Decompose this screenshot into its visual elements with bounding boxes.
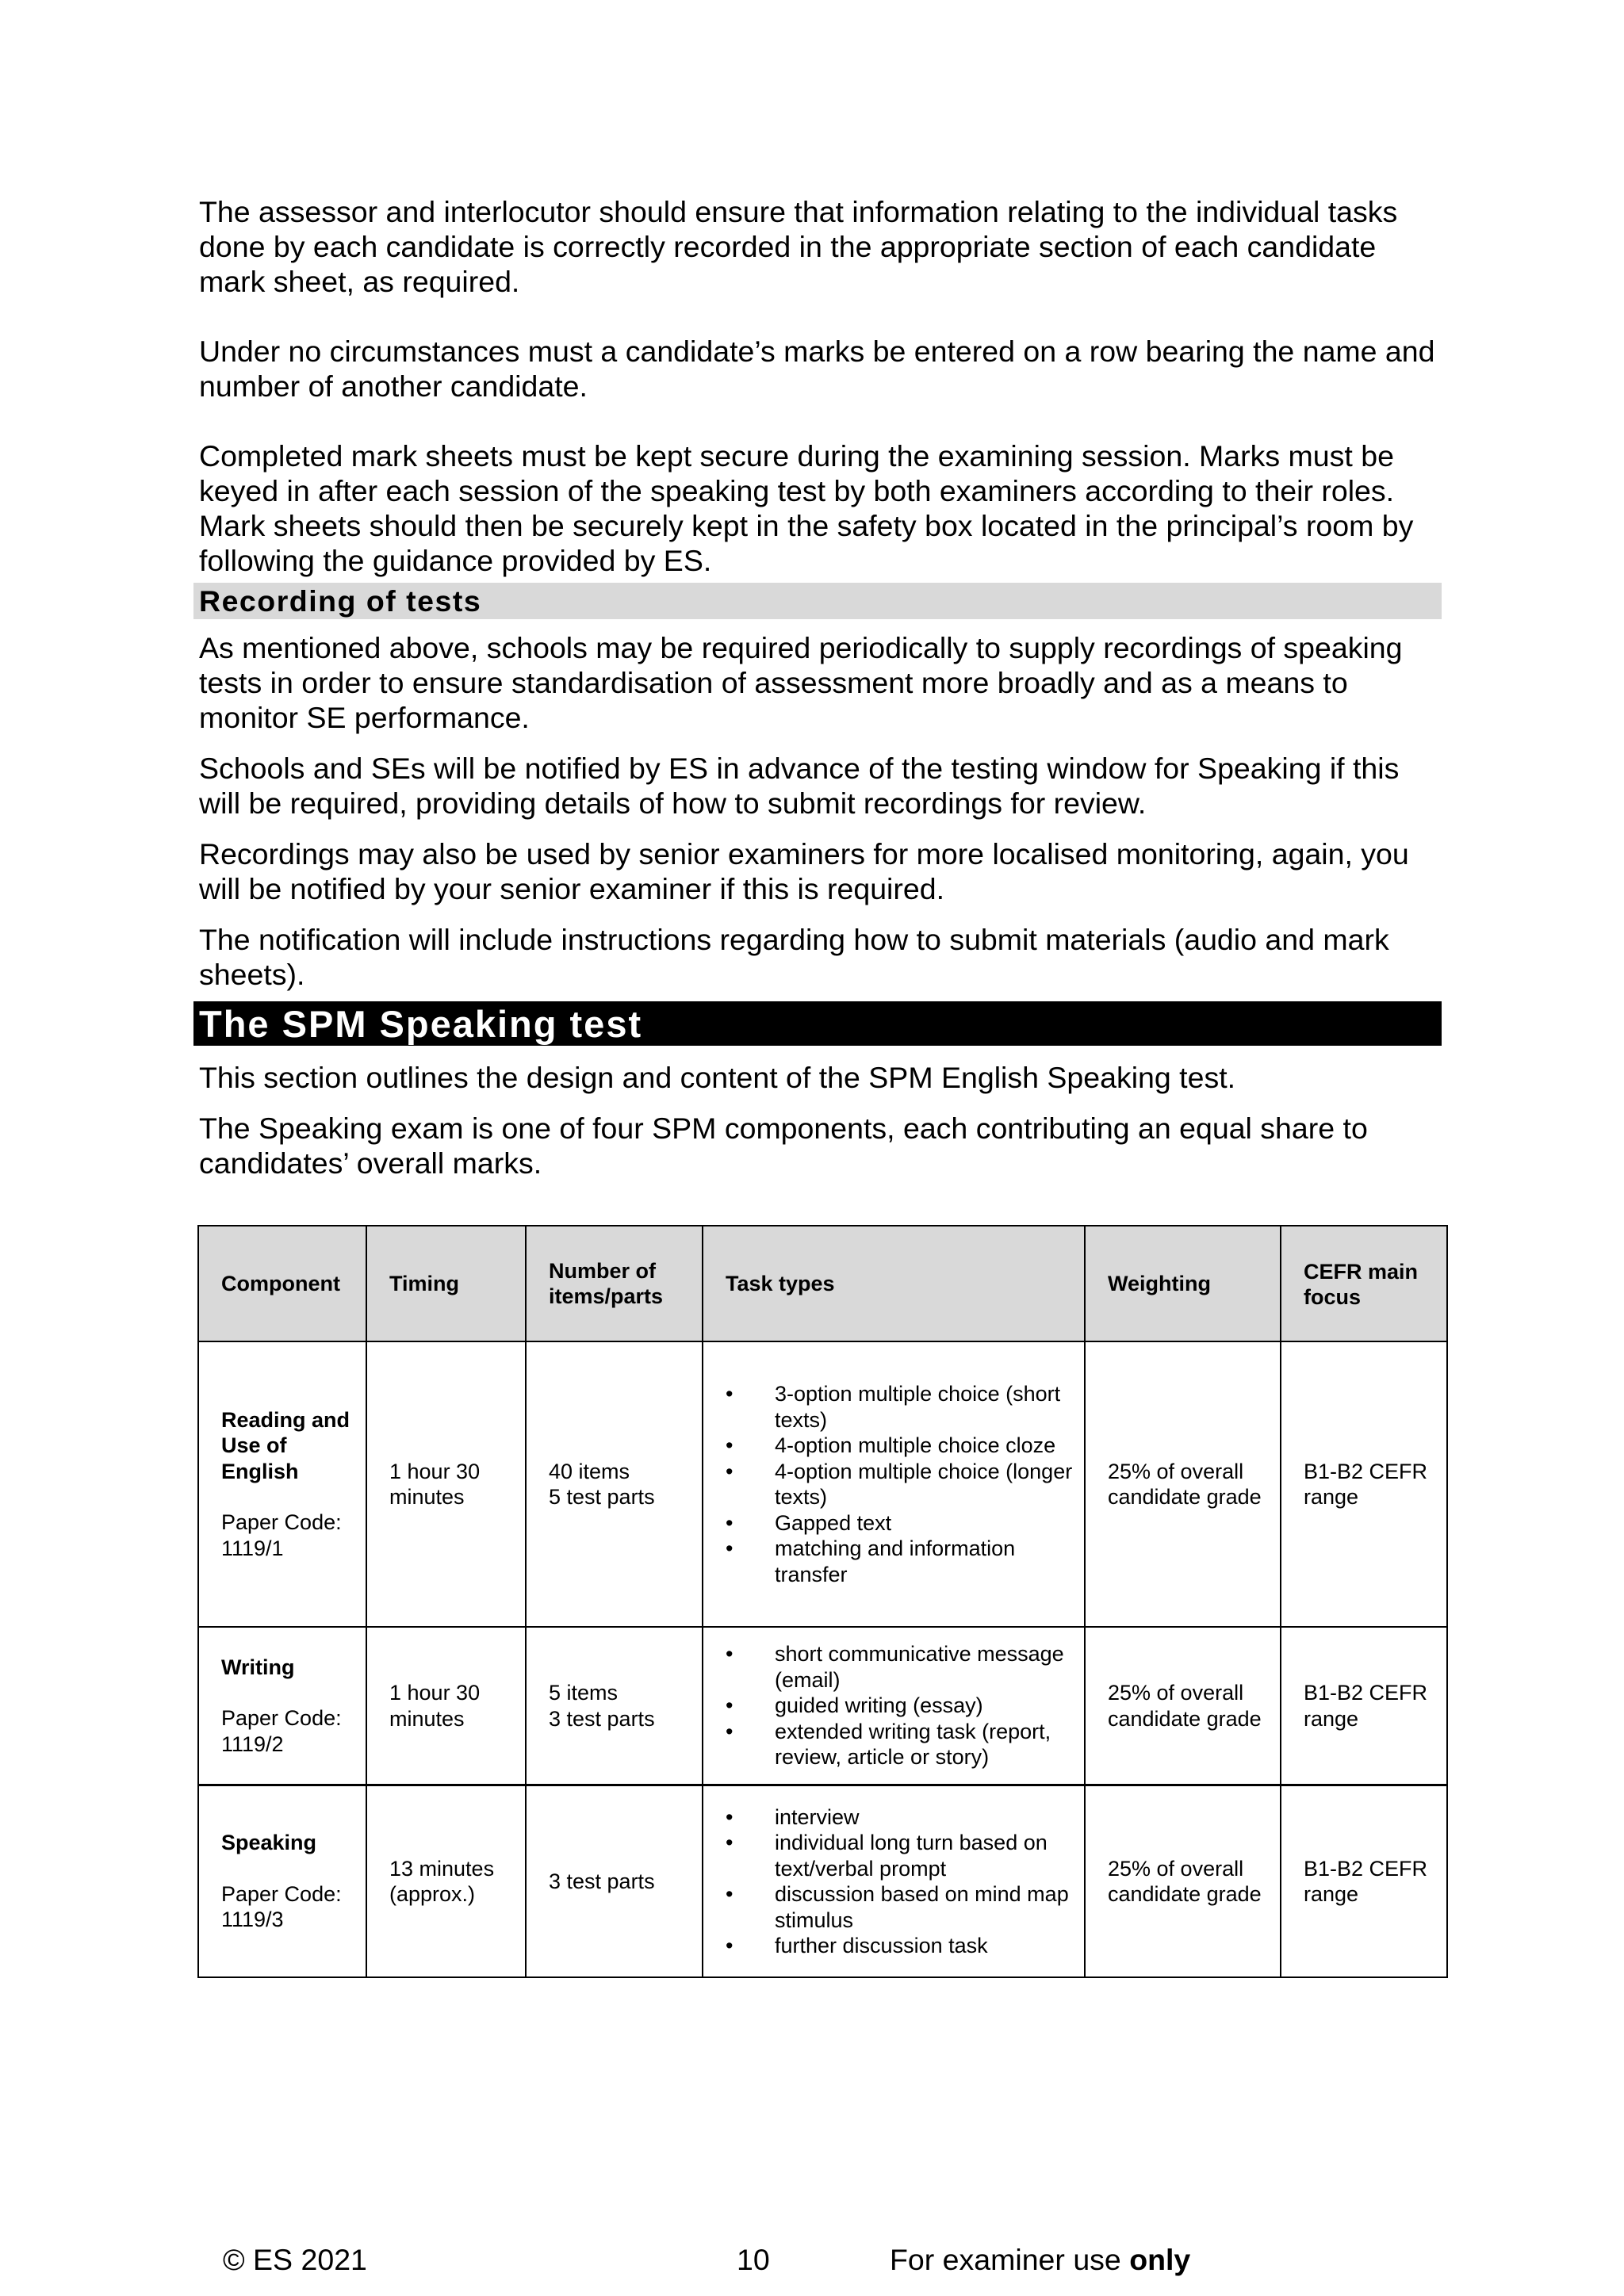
header-tasks: Task types (703, 1226, 1085, 1341)
component-name: Speaking (221, 1831, 317, 1855)
task-item: • interview (726, 1804, 1074, 1831)
header-timing: Timing (366, 1226, 526, 1341)
task-item: • short communicative message (email) (726, 1641, 1074, 1693)
paragraph: Under no circumstances must a candidate’s marks be entered on a row bearing the name and number of another candidate. (199, 335, 1435, 403)
task-item: • 4-option multiple choice (longer texts) (726, 1459, 1074, 1510)
weighting-cell: 25% of overall candidate grade (1085, 1341, 1281, 1627)
timing-cell: 1 hour 30 minutes (366, 1627, 526, 1785)
task-item: • discussion based on mind map stimulus (726, 1881, 1074, 1933)
footer-usage-emphasis: only (1129, 2243, 1191, 2276)
tasks-cell (703, 1341, 1085, 1627)
paper-code: Paper Code: 1119/2 (221, 1706, 342, 1756)
footer-usage-note (890, 2242, 1190, 2277)
footer-copyright: © ES 2021 (223, 2243, 367, 2276)
header-weighting: Weighting (1085, 1226, 1281, 1341)
task-item: • further discussion task (726, 1933, 1074, 1959)
tasks-cell (703, 1785, 1085, 1978)
component-cell (198, 1785, 366, 1978)
paragraph: As mentioned above, schools may be required periodically to supply recordings of speaking tests in order to ensure standardisation of assessment more broadly and as a means to monitor SE performance. (199, 631, 1403, 734)
weighting-cell: 25% of overall candidate grade (1085, 1785, 1281, 1978)
tasks-cell (703, 1627, 1085, 1785)
header-cefr: CEFR main focus (1281, 1226, 1447, 1341)
task-item: • individual long turn based on text/verbal prompt (726, 1830, 1074, 1881)
parts-count: 5 test parts (549, 1485, 655, 1509)
paragraph: The Speaking exam is one of four SPM components, each contributing an equal share to candidates’ overall marks. (199, 1112, 1368, 1180)
task-item: • 3-option multiple choice (short texts) (726, 1381, 1074, 1433)
paper-code: Paper Code: 1119/3 (221, 1881, 342, 1932)
task-item: • Gapped text (726, 1510, 1074, 1536)
paragraph: This section outlines the design and content of the SPM English Speaking test. (199, 1061, 1236, 1094)
table-row (198, 1785, 1447, 1978)
header-items: Number of items/parts (526, 1226, 703, 1341)
section-heading-spm: The SPM Speaking test (193, 1001, 1442, 1046)
section-heading-recording: Recording of tests (193, 583, 1442, 619)
footer-page-number: 10 (737, 2243, 770, 2276)
paragraph: The notification will include instructions regarding how to submit materials (audio and mark sheets). (199, 923, 1389, 991)
task-item: • 4-option multiple choice cloze (726, 1433, 1074, 1459)
paper-code: Paper Code: 1119/1 (221, 1510, 342, 1560)
component-name: Reading and Use of English (221, 1407, 350, 1483)
components-table (197, 1225, 1448, 1978)
table-row (198, 1627, 1447, 1785)
table-row (198, 1341, 1447, 1627)
paragraph: Completed mark sheets must be kept secure during the examining session. Marks must be keyed in after each session of the speaking test by both examiners according to their roles. Mark sheets should then be securely kept in the safety box located in the principal’s room by following the guidance provided by ES. (199, 439, 1414, 577)
task-item: • guided writing (essay) (726, 1693, 1074, 1719)
paragraph: Recordings may also be used by senior examiners for more localised monitoring, again, you will be notified by your senior examiner if this is required. (199, 837, 1409, 905)
table-header-row (198, 1226, 1447, 1341)
items-cell (526, 1627, 703, 1785)
cefr-cell: B1-B2 CEFR range (1281, 1627, 1447, 1785)
items-count: 5 items (549, 1681, 619, 1705)
component-name: Writing (221, 1655, 295, 1679)
header-component: Component (198, 1226, 366, 1341)
footer-usage-prefix: For examiner use (890, 2243, 1130, 2276)
items-count: 40 items (549, 1459, 630, 1483)
paragraph: The assessor and interlocutor should ensure that information relating to the individual tasks done by each candidate is correctly recorded in the appropriate section of each candidate mark sheet, as required. (199, 195, 1398, 298)
cefr-cell: B1-B2 CEFR range (1281, 1785, 1447, 1978)
task-item: • extended writing task (report, review, article or story) (726, 1719, 1074, 1770)
timing-cell: 13 minutes (approx.) (366, 1785, 526, 1978)
component-cell (198, 1341, 366, 1627)
items-cell (526, 1785, 703, 1978)
parts-count: 3 test parts (549, 1706, 655, 1731)
timing-cell: 1 hour 30 minutes (366, 1341, 526, 1627)
paragraph: Schools and SEs will be notified by ES in advance of the testing window for Speaking if this will be required, providing details of how to submit recordings for review. (199, 752, 1400, 820)
component-cell (198, 1627, 366, 1785)
cefr-cell: B1-B2 CEFR range (1281, 1341, 1447, 1627)
items-count: 3 test parts (549, 1869, 655, 1893)
weighting-cell: 25% of overall candidate grade (1085, 1627, 1281, 1785)
task-item: • matching and information transfer (726, 1536, 1074, 1587)
page-body (199, 194, 1442, 1181)
items-cell (526, 1341, 703, 1627)
